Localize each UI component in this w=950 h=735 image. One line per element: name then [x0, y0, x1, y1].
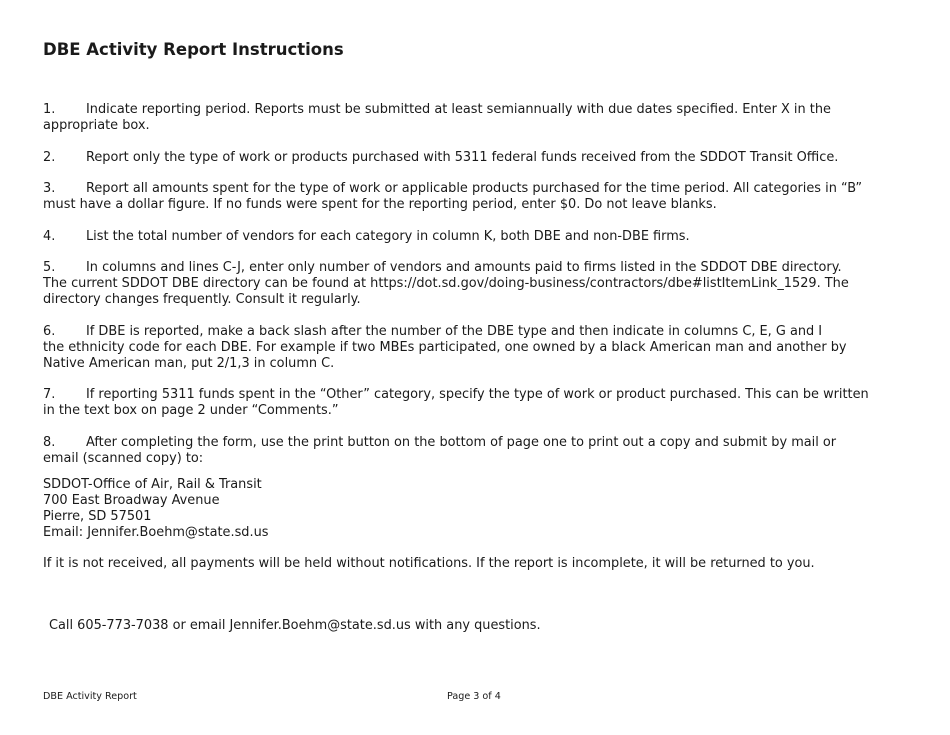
address-line-office: SDDOT-Office of Air, Rail & Transit [43, 477, 262, 492]
instruction-text: email (scanned copy) to: [43, 451, 204, 466]
instruction-item-2 [43, 150, 903, 166]
instruction-text: directory changes frequently. Consult it regularly. [43, 292, 361, 307]
address-line-street: 700 East Broadway Avenue [43, 493, 220, 508]
footer-document-name: DBE Activity Report [43, 691, 137, 702]
contact-text [49, 618, 909, 634]
contact-line: Call 605-773-7038 or email Jennifer.Boehm@state.sd.us with any questions. [49, 618, 541, 633]
instruction-line [43, 181, 903, 197]
instruction-number: 5. [43, 260, 56, 275]
instruction-text: If DBE is reported, make a back slash after the number of the DBE type and then indicate in columns C, E, G and I [86, 324, 823, 339]
instruction-item-4 [43, 229, 903, 245]
instruction-number: 2. [43, 150, 56, 165]
footer-page-number: Page 3 of 4 [447, 691, 501, 702]
instruction-text: the ethnicity code for each DBE. For example if two MBEs participated, one owned by a black American man and another by [43, 340, 847, 355]
instruction-item-5 [43, 260, 903, 308]
instruction-text: must have a dollar figure. If no funds were spent for the reporting period, enter $0. Do not leave blanks. [43, 197, 717, 212]
instruction-number: 8. [43, 435, 56, 450]
notice-line: If it is not received, all payments will be held without notifications. If the report is incomplete, it will be returned to you. [43, 556, 815, 571]
instruction-text: If reporting 5311 funds spent in the “Other” category, specify the type of work or product purchased. This can be written [86, 387, 869, 402]
instruction-item-6 [43, 324, 903, 372]
instruction-text: in the text box on page 2 under “Comments.” [43, 403, 339, 418]
instruction-text: Report all amounts spent for the type of work or applicable products purchased for the time period. All categories in “B” [86, 181, 863, 196]
instruction-number: 1. [43, 102, 56, 117]
address-line-city: Pierre, SD 57501 [43, 509, 152, 524]
instruction-text: appropriate box. [43, 118, 150, 133]
instruction-text: In columns and lines C-J, enter only number of vendors and amounts paid to firms listed in the SDDOT DBE directory. [86, 260, 842, 275]
notice-text [43, 556, 903, 572]
instruction-line [43, 435, 903, 451]
instruction-line [43, 229, 903, 245]
instruction-line [43, 324, 903, 340]
instruction-text: The current SDDOT DBE directory can be found at https://dot.sd.gov/doing-business/contractors/dbe#listItemLink_1529. The [43, 276, 849, 291]
instruction-number: 6. [43, 324, 56, 339]
instruction-number: 4. [43, 229, 56, 244]
instruction-text: After completing the form, use the print button on the bottom of page one to print out a copy and submit by mail or [86, 435, 837, 450]
instruction-item-3 [43, 181, 903, 213]
instruction-number: 7. [43, 387, 56, 402]
instruction-text: Native American man, put 2/1,3 in column C. [43, 356, 335, 371]
instruction-line [43, 150, 903, 166]
instruction-line [43, 102, 903, 118]
instruction-item-1 [43, 102, 903, 134]
page-title: DBE Activity Report Instructions [43, 40, 344, 59]
instruction-item-8 [43, 435, 903, 467]
instruction-item-7 [43, 387, 903, 419]
instruction-text: List the total number of vendors for each category in column K, both DBE and non-DBE firms. [86, 229, 690, 244]
instruction-text: Indicate reporting period. Reports must be submitted at least semiannually with due dates specified. Enter X in the [86, 102, 831, 117]
address-line-email: Email: Jennifer.Boehm@state.sd.us [43, 525, 269, 540]
instruction-line [43, 387, 903, 403]
instruction-number: 3. [43, 181, 56, 196]
mailing-address [43, 477, 903, 541]
instruction-line [43, 260, 903, 276]
instruction-text: Report only the type of work or products purchased with 5311 federal funds received from the SDDOT Transit Office. [86, 150, 839, 165]
